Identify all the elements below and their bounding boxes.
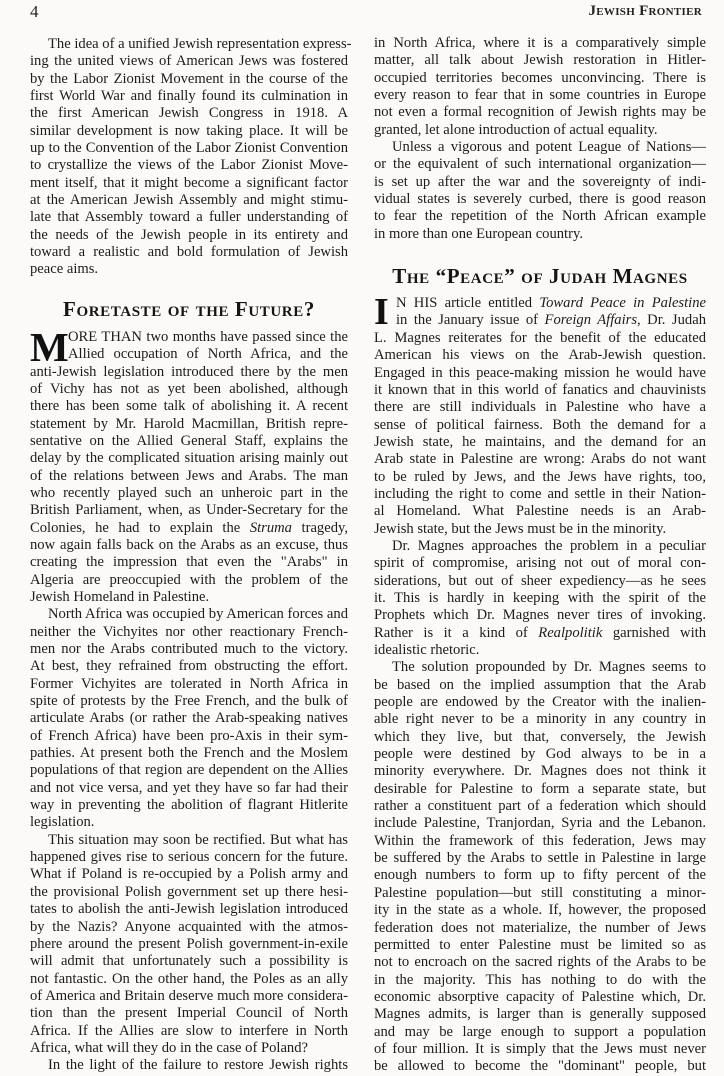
article-title-italic: Toward Peace in Palestine xyxy=(539,295,706,312)
text-line: Dr. Magnes approaches the problem in a peculiar xyxy=(392,537,706,554)
text-line: L. Magnes reiterates for the benefit of the educated xyxy=(374,329,706,346)
text-line: now again falls back on the Arabs as an excuse, thus xyxy=(30,536,348,553)
text-line: it. This is hardly in keeping with the spirit of the xyxy=(374,589,706,606)
text-line: happened gives rise to serious concern for the future. xyxy=(30,849,348,866)
text-line: Jewish state, he maintains, and the demand for an xyxy=(374,433,706,450)
text-line: The solution propounded by Dr. Magnes seems to xyxy=(392,659,706,676)
text-line: every reason to fear that in some countries in Europe xyxy=(374,87,706,104)
text-line: ity in the state as a whole. If, however, the proposed xyxy=(374,902,706,919)
text-line: idealistic rhetoric. xyxy=(374,642,480,658)
text-line: spite of protests by the Free French, and the bulk of xyxy=(30,693,348,710)
text-line: ing the united views of American Jews was fostered xyxy=(30,53,348,70)
text-line: first World War and finally found its culmination in xyxy=(30,88,348,105)
text-line: tion than the present Imperial Council of North xyxy=(30,1005,348,1022)
text-line: sentative on the Allied General Staff, explains the xyxy=(30,432,348,449)
text-line: of America and Britain deserve much more considera- xyxy=(30,987,348,1004)
text-line: and may be large enough to support a population xyxy=(374,1023,706,1040)
text-line: Rather is it a kind of Realpolitik garnished with xyxy=(374,624,706,641)
text-line: to fear the repetition of the North African example xyxy=(374,208,706,225)
text-line: desirable for Palestine to form a separate state, but xyxy=(374,780,706,797)
left-column xyxy=(30,36,352,1075)
text-line: or the equivalent of such international organization— xyxy=(374,156,706,173)
text-line: the provisional Polish government set up there hesi- xyxy=(30,883,348,900)
text-line: Algeria are preoccupied with the problem of the xyxy=(30,571,348,588)
text-line: of the relations between Jews and Arabs. The man xyxy=(30,467,348,484)
text-line: federation does not materialize, the number of Jews xyxy=(374,919,706,936)
text-line: neither the Vichyites nor other reactionary French- xyxy=(30,623,348,640)
text-line: enough numbers to form up to fifty percent of the xyxy=(374,867,706,884)
text-line: will admit that unfortunately such a possibility is xyxy=(30,953,348,970)
text-line: men nor the Arabs contributed much to the victory. xyxy=(30,641,348,657)
text-line: al Homeland. What Palestine needs is an Arab- xyxy=(374,503,706,520)
text-line: articulate Arabs (or rather the Arab-speaking natives xyxy=(30,710,348,727)
text-line: pathies. At present both the French and the Moslem xyxy=(30,745,348,762)
text-line: in the majority. This has nothing to do with the xyxy=(374,971,706,988)
article-title-magnes: The “Peace” of Judah Magnes xyxy=(392,264,688,289)
text-line: be based on the implied assumption that the Arab xyxy=(374,676,706,693)
text-line: way in preventing the abolition of flagrant Hitlerite xyxy=(30,797,348,814)
drop-cap-i: I xyxy=(374,291,389,334)
text-line: statement by Mr. Harold Macmillan, British repre- xyxy=(30,415,348,432)
text-line: The idea of a unified Jewish representation express- xyxy=(48,36,352,52)
page-number: 4 xyxy=(30,2,39,21)
text-line: vidual states is severely curbed, there is good reason xyxy=(374,191,706,208)
text-line: Magnes admits, is larger than is generally supposed xyxy=(374,1006,706,1023)
text-line: not even a formal recognition of Jewish rights may be xyxy=(374,104,706,121)
text-line: and not vice versa, and yet they have so far had their xyxy=(30,779,348,796)
running-head: Jewish Frontier xyxy=(588,3,702,19)
text-line: there are still individuals in Palestine who have a xyxy=(374,399,706,416)
text-line: siderations, but out of sheer expediency—as he sees xyxy=(374,572,706,589)
foretaste-article-body xyxy=(30,323,348,1075)
text-line: economic absorptive capacity of Palestine which, Dr. xyxy=(374,988,706,1005)
text-line: sense of political fairness. Both the demand for a xyxy=(374,416,706,433)
text-line: of Vichy has not as yet been abolished, although xyxy=(30,380,348,397)
text-line: of French Africa) have been pro-Axis in their sym- xyxy=(30,727,348,744)
text-line: American his views on the Arab-Jewish question. xyxy=(374,347,706,364)
text-line: late that Assembly toward a fuller understanding of xyxy=(30,209,348,226)
text-line: Arab state in Palestine are wrong: Arabs do not want xyxy=(374,451,706,468)
text-line: peace aims. xyxy=(30,261,99,278)
text-line: which they live, but that, conversely, the Jewish xyxy=(374,728,706,745)
text-line: to crystallize the views of the Labor Zionist Move- xyxy=(30,157,348,174)
text-line: N HIS article entitled Toward Peace in Palestine xyxy=(396,295,706,312)
text-line: ment itself, that it might become a significant factor xyxy=(30,174,348,191)
text-line: there has been some talk of abolishing it. A recent xyxy=(30,398,348,415)
text-line: Africa, what will they do in the case of Poland? xyxy=(30,1039,309,1056)
text-line: who recently played such an unheroic part in the xyxy=(30,484,348,501)
text-line: delay by the complicated situation arising mainly out xyxy=(30,450,348,467)
text-line: rather a constituent part of a federation which should xyxy=(374,798,706,815)
text-line: including the right to come and settle in their Nation- xyxy=(374,485,706,502)
text-line: occupied territories becomes unconvincing. There is xyxy=(374,69,706,86)
text-line: British Parliament, when, as Under-Secretary for the xyxy=(30,502,348,519)
text-line: to be ruled by Jews, and the Jews have rights, too, xyxy=(374,468,706,485)
text-line: is set up after the war and the sovereignty of indi- xyxy=(374,173,706,190)
text-line: Africa. If the Allies are slow to interfere in North xyxy=(30,1022,348,1039)
text-line: be allowed to become the "dominant" people, but xyxy=(374,1058,706,1075)
text-line: granted, let alone introduction of actual equality. xyxy=(374,121,658,138)
text-line: people are endowed by the Creator with the inalien- xyxy=(374,694,706,711)
text-line: people were destined by God always to be in a xyxy=(374,746,706,763)
text-line: not to encroach on the sacred rights of the Arabs to be xyxy=(374,954,706,971)
text-line: include Palestine, Tranjordan, Syria and the Lebanon. xyxy=(374,815,706,832)
text-line: What if Poland is re-occupied by a Polish army and xyxy=(30,866,348,883)
text-line: In the light of the failure to restore Jewish rights xyxy=(48,1057,348,1074)
right-column xyxy=(374,35,706,1076)
text-line: in North Africa, where it is a comparatively simple xyxy=(374,35,706,51)
text-line: in more than one European country. xyxy=(374,225,583,242)
text-line: populations of that region are dependent on the Allies xyxy=(30,762,348,779)
text-line: Former Vichyites are tolerated in North Africa in xyxy=(30,675,348,692)
text-line: Allied occupation of North Africa, and the xyxy=(68,346,348,363)
text-line: Prophets which Dr. Magnes never tires of invoking. xyxy=(374,607,706,624)
text-line: North Africa was occupied by American forces and xyxy=(48,606,348,623)
text-line: legislation. xyxy=(30,814,95,831)
journal-name-italic: Foreign Affairs xyxy=(544,312,637,329)
article-title-foretaste: Foretaste of the Future? xyxy=(63,296,315,321)
text-line: able right never to be a minority in any country in xyxy=(374,711,706,728)
text-line: the needs of the Jewish people in its entirety and xyxy=(30,226,348,243)
magnes-article-body xyxy=(374,291,706,1075)
text-line: phere around the present Polish government-in-exile xyxy=(30,935,348,952)
text-line: Jewish Homeland in Palestine. xyxy=(30,588,210,605)
text-line: up to the Convention of the Labor Zionist Convention xyxy=(30,140,348,157)
drop-cap-m: M xyxy=(30,323,69,370)
text-line: by the Nazis? Anyone acquainted with the atmos- xyxy=(30,918,348,935)
text-line: it known that in this world of fanatics and chauvinists xyxy=(374,381,706,398)
text-line: of four million. It is simply that the Jews must never xyxy=(374,1040,706,1057)
text-line: Engaged in this peace-making mission he would have xyxy=(374,364,706,381)
text-line: permitted to enter Palestine must be limited so as xyxy=(374,936,706,953)
text-line: anti-Jewish legislation introduced there by the men xyxy=(30,363,348,380)
text-line: not fantastic. On the other hand, the Poles as an ally xyxy=(30,970,348,987)
text-line: be suffered by the Arabs to settle in Palestine in large xyxy=(374,850,706,867)
text-line: in the January issue of Foreign Affairs, Dr. Judah xyxy=(396,312,706,329)
ship-name-struma: Struma xyxy=(249,519,292,536)
text-line: minority everywhere. Dr. Magnes does not think it xyxy=(374,763,706,780)
text-line: Unless a vigorous and potent League of Nations— xyxy=(392,139,706,156)
text-line: matter, all talk about Jewish restoration in Hitler- xyxy=(374,52,706,69)
text-line: similar development is now taking place. It will be xyxy=(30,122,348,139)
text-line: Jewish state, but the Jews must be in the minority. xyxy=(374,520,667,537)
text-line: the first American Jewish Congress in 1918. A xyxy=(30,105,348,122)
text-line: Within the framework of this federation, Jews may xyxy=(374,832,706,849)
text-line: This situation may soon be rectified. But what has xyxy=(48,831,348,848)
text-line: Palestine population—but still constituting a minor- xyxy=(374,884,706,901)
intro-paragraph xyxy=(30,36,352,279)
text-line: At best, they refrained from obstructing the effort. xyxy=(30,658,348,675)
text-line: spirit of compromise, arising not out of moral con- xyxy=(374,555,706,572)
text-line: ORE THAN two months have passed since the xyxy=(68,328,348,345)
text-line: Colonies, he had to explain the Struma tragedy, xyxy=(30,519,348,536)
realpolitik-italic: Realpolitik xyxy=(538,624,603,641)
text-line: tates to abolish the anti-Jewish legislation introduced xyxy=(30,901,348,918)
text-line: by the Labor Zionist Movement in the course of the xyxy=(30,70,348,87)
text-line: creating the impression that even the "Arabs" in xyxy=(30,554,348,571)
text-line: at the American Jewish Assembly and might stimu- xyxy=(30,192,348,209)
text-line: toward a realistic and bold formulation of Jewish xyxy=(30,244,348,261)
